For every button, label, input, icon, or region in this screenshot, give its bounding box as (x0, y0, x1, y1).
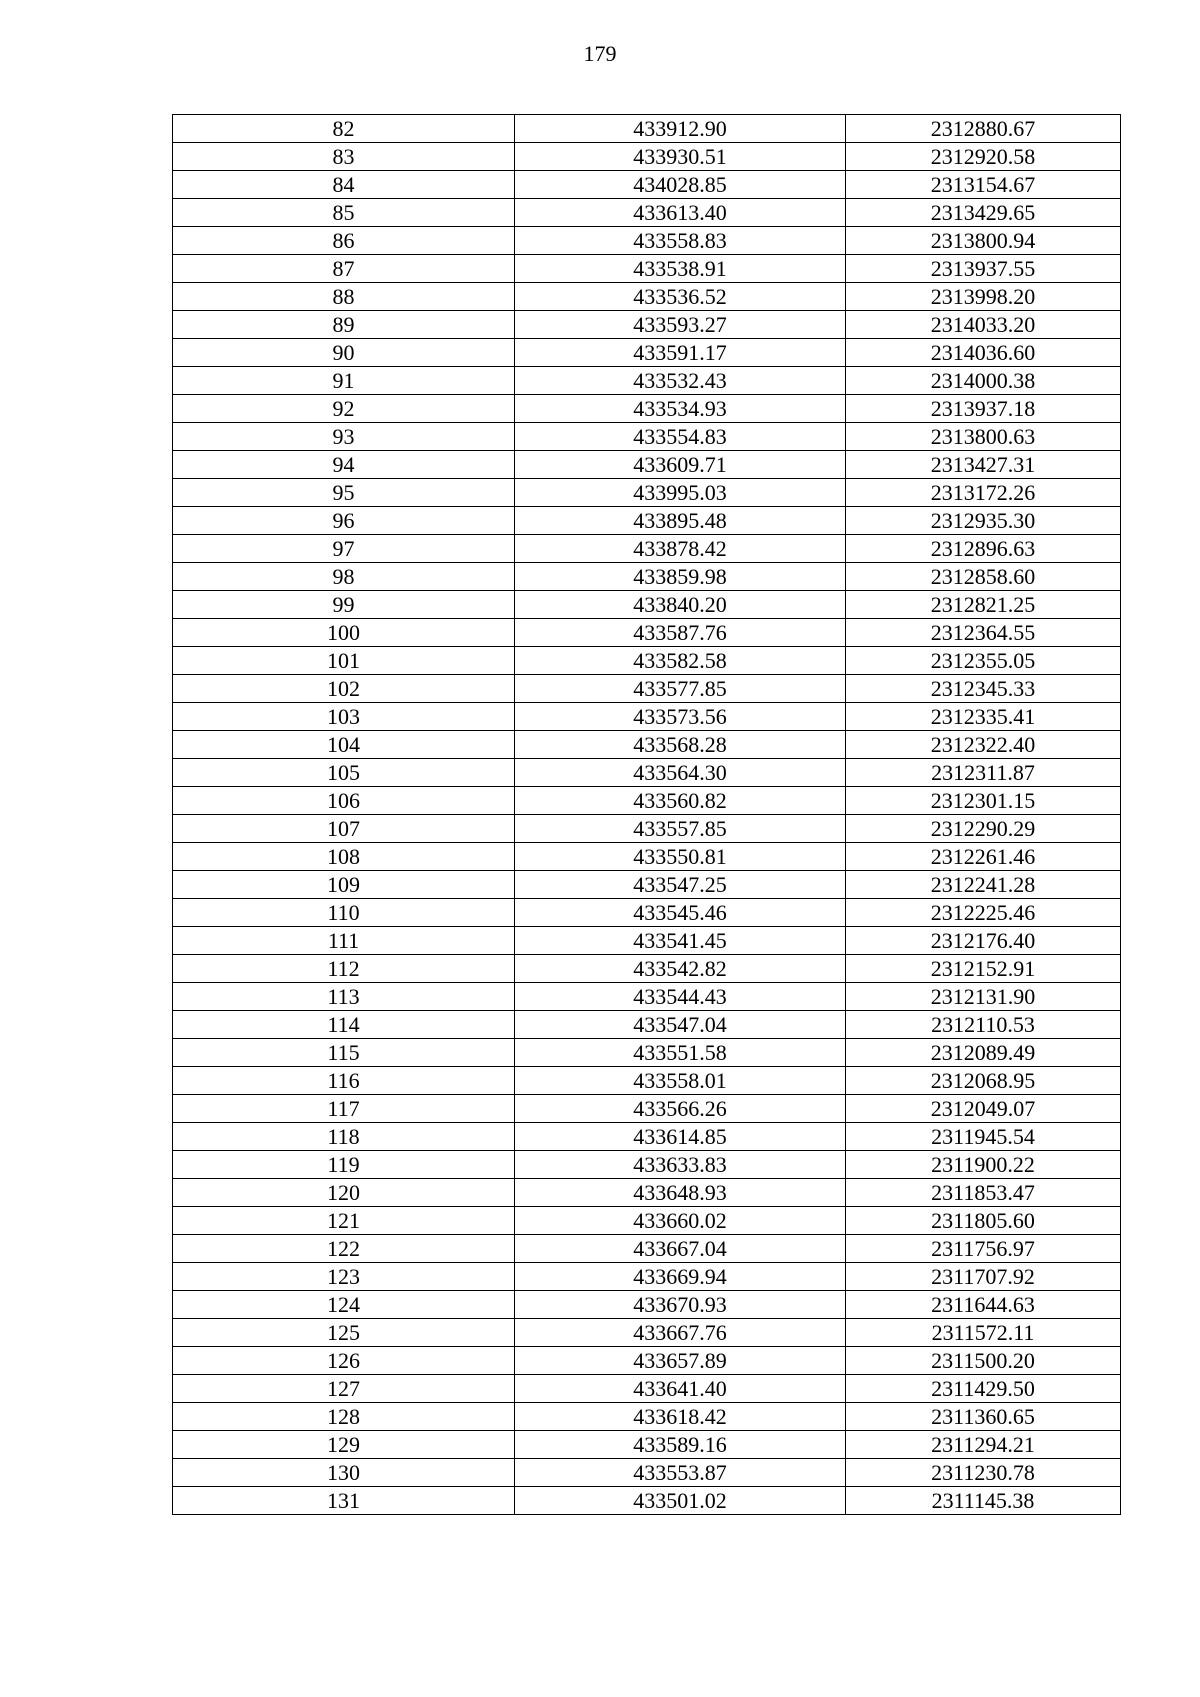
coordinates-table (172, 114, 1121, 1515)
table-row (173, 1151, 1121, 1179)
x-coordinate-cell: 433560.82 (515, 787, 846, 815)
table-row (173, 283, 1121, 311)
x-coordinate-cell: 433501.02 (515, 1487, 846, 1515)
x-coordinate-cell: 433878.42 (515, 535, 846, 563)
point-number-cell: 97 (173, 535, 515, 563)
table-row (173, 1487, 1121, 1515)
x-coordinate-cell: 433582.58 (515, 647, 846, 675)
point-number-cell: 87 (173, 255, 515, 283)
y-coordinate-cell: 2313937.55 (846, 255, 1121, 283)
x-coordinate-cell: 433641.40 (515, 1375, 846, 1403)
x-coordinate-cell: 433591.17 (515, 339, 846, 367)
y-coordinate-cell: 2312301.15 (846, 787, 1121, 815)
point-number-cell: 131 (173, 1487, 515, 1515)
y-coordinate-cell: 2312131.90 (846, 983, 1121, 1011)
x-coordinate-cell: 433859.98 (515, 563, 846, 591)
y-coordinate-cell: 2312152.91 (846, 955, 1121, 983)
table-row (173, 1039, 1121, 1067)
table-row (173, 675, 1121, 703)
x-coordinate-cell: 433660.02 (515, 1207, 846, 1235)
table-row (173, 395, 1121, 423)
x-coordinate-cell: 433670.93 (515, 1291, 846, 1319)
table-row (173, 143, 1121, 171)
point-number-cell: 99 (173, 591, 515, 619)
x-coordinate-cell: 433614.85 (515, 1123, 846, 1151)
x-coordinate-cell: 433545.46 (515, 899, 846, 927)
y-coordinate-cell: 2313937.18 (846, 395, 1121, 423)
table-row (173, 199, 1121, 227)
table-row (173, 367, 1121, 395)
point-number-cell: 123 (173, 1263, 515, 1291)
x-coordinate-cell: 433589.16 (515, 1431, 846, 1459)
table-row (173, 1375, 1121, 1403)
table-row (173, 1179, 1121, 1207)
table-row (173, 1431, 1121, 1459)
x-coordinate-cell: 433587.76 (515, 619, 846, 647)
y-coordinate-cell: 2313427.31 (846, 451, 1121, 479)
table-row (173, 843, 1121, 871)
x-coordinate-cell: 433667.04 (515, 1235, 846, 1263)
x-coordinate-cell: 433633.83 (515, 1151, 846, 1179)
point-number-cell: 98 (173, 563, 515, 591)
x-coordinate-cell: 433593.27 (515, 311, 846, 339)
point-number-cell: 91 (173, 367, 515, 395)
point-number-cell: 112 (173, 955, 515, 983)
point-number-cell: 127 (173, 1375, 515, 1403)
point-number-cell: 129 (173, 1431, 515, 1459)
x-coordinate-cell: 433568.28 (515, 731, 846, 759)
point-number-cell: 108 (173, 843, 515, 871)
y-coordinate-cell: 2312920.58 (846, 143, 1121, 171)
x-coordinate-cell: 433532.43 (515, 367, 846, 395)
y-coordinate-cell: 2311900.22 (846, 1151, 1121, 1179)
y-coordinate-cell: 2311429.50 (846, 1375, 1121, 1403)
table-row (173, 927, 1121, 955)
point-number-cell: 86 (173, 227, 515, 255)
point-number-cell: 118 (173, 1123, 515, 1151)
y-coordinate-cell: 2312049.07 (846, 1095, 1121, 1123)
table-row (173, 535, 1121, 563)
table-row (173, 647, 1121, 675)
point-number-cell: 117 (173, 1095, 515, 1123)
x-coordinate-cell: 433566.26 (515, 1095, 846, 1123)
table-row (173, 871, 1121, 899)
y-coordinate-cell: 2311756.97 (846, 1235, 1121, 1263)
point-number-cell: 96 (173, 507, 515, 535)
y-coordinate-cell: 2312110.53 (846, 1011, 1121, 1039)
x-coordinate-cell: 433544.43 (515, 983, 846, 1011)
x-coordinate-cell: 433609.71 (515, 451, 846, 479)
y-coordinate-cell: 2312821.25 (846, 591, 1121, 619)
x-coordinate-cell: 433550.81 (515, 843, 846, 871)
table-row (173, 1403, 1121, 1431)
y-coordinate-cell: 2312322.40 (846, 731, 1121, 759)
x-coordinate-cell: 433930.51 (515, 143, 846, 171)
point-number-cell: 106 (173, 787, 515, 815)
y-coordinate-cell: 2314033.20 (846, 311, 1121, 339)
point-number-cell: 101 (173, 647, 515, 675)
y-coordinate-cell: 2312880.67 (846, 115, 1121, 143)
table-row (173, 1347, 1121, 1375)
point-number-cell: 88 (173, 283, 515, 311)
table-row (173, 619, 1121, 647)
table-row (173, 1123, 1121, 1151)
table-row (173, 1067, 1121, 1095)
x-coordinate-cell: 433558.01 (515, 1067, 846, 1095)
x-coordinate-cell: 433669.94 (515, 1263, 846, 1291)
point-number-cell: 89 (173, 311, 515, 339)
point-number-cell: 121 (173, 1207, 515, 1235)
point-number-cell: 120 (173, 1179, 515, 1207)
x-coordinate-cell: 433577.85 (515, 675, 846, 703)
y-coordinate-cell: 2312345.33 (846, 675, 1121, 703)
y-coordinate-cell: 2312068.95 (846, 1067, 1121, 1095)
point-number-cell: 125 (173, 1319, 515, 1347)
x-coordinate-cell: 433912.90 (515, 115, 846, 143)
table-row (173, 255, 1121, 283)
x-coordinate-cell: 433554.83 (515, 423, 846, 451)
table-row (173, 731, 1121, 759)
y-coordinate-cell: 2312364.55 (846, 619, 1121, 647)
x-coordinate-cell: 433534.93 (515, 395, 846, 423)
y-coordinate-cell: 2311294.21 (846, 1431, 1121, 1459)
point-number-cell: 83 (173, 143, 515, 171)
x-coordinate-cell: 433542.82 (515, 955, 846, 983)
point-number-cell: 111 (173, 927, 515, 955)
y-coordinate-cell: 2311230.78 (846, 1459, 1121, 1487)
table-row (173, 1235, 1121, 1263)
y-coordinate-cell: 2314036.60 (846, 339, 1121, 367)
y-coordinate-cell: 2313998.20 (846, 283, 1121, 311)
table-row (173, 339, 1121, 367)
y-coordinate-cell: 2311805.60 (846, 1207, 1121, 1235)
point-number-cell: 122 (173, 1235, 515, 1263)
x-coordinate-cell: 433657.89 (515, 1347, 846, 1375)
table-row (173, 311, 1121, 339)
y-coordinate-cell: 2311145.38 (846, 1487, 1121, 1515)
y-coordinate-cell: 2313154.67 (846, 171, 1121, 199)
point-number-cell: 126 (173, 1347, 515, 1375)
y-coordinate-cell: 2311572.11 (846, 1319, 1121, 1347)
x-coordinate-cell: 434028.85 (515, 171, 846, 199)
point-number-cell: 82 (173, 115, 515, 143)
point-number-cell: 115 (173, 1039, 515, 1067)
x-coordinate-cell: 433547.25 (515, 871, 846, 899)
x-coordinate-cell: 433573.56 (515, 703, 846, 731)
point-number-cell: 84 (173, 171, 515, 199)
point-number-cell: 103 (173, 703, 515, 731)
table-row (173, 1263, 1121, 1291)
x-coordinate-cell: 433648.93 (515, 1179, 846, 1207)
table-row (173, 787, 1121, 815)
y-coordinate-cell: 2313172.26 (846, 479, 1121, 507)
y-coordinate-cell: 2311707.92 (846, 1263, 1121, 1291)
y-coordinate-cell: 2311360.65 (846, 1403, 1121, 1431)
table-row (173, 703, 1121, 731)
y-coordinate-cell: 2312355.05 (846, 647, 1121, 675)
point-number-cell: 85 (173, 199, 515, 227)
y-coordinate-cell: 2311853.47 (846, 1179, 1121, 1207)
point-number-cell: 113 (173, 983, 515, 1011)
point-number-cell: 110 (173, 899, 515, 927)
table-row (173, 1207, 1121, 1235)
y-coordinate-cell: 2313800.63 (846, 423, 1121, 451)
table-row (173, 563, 1121, 591)
y-coordinate-cell: 2312176.40 (846, 927, 1121, 955)
table-row (173, 815, 1121, 843)
y-coordinate-cell: 2311500.20 (846, 1347, 1121, 1375)
x-coordinate-cell: 433541.45 (515, 927, 846, 955)
y-coordinate-cell: 2312225.46 (846, 899, 1121, 927)
y-coordinate-cell: 2313429.65 (846, 199, 1121, 227)
table-row (173, 479, 1121, 507)
x-coordinate-cell: 433536.52 (515, 283, 846, 311)
y-coordinate-cell: 2312311.87 (846, 759, 1121, 787)
y-coordinate-cell: 2312261.46 (846, 843, 1121, 871)
point-number-cell: 128 (173, 1403, 515, 1431)
table-row (173, 115, 1121, 143)
point-number-cell: 95 (173, 479, 515, 507)
point-number-cell: 119 (173, 1151, 515, 1179)
table-row (173, 507, 1121, 535)
x-coordinate-cell: 433613.40 (515, 199, 846, 227)
point-number-cell: 116 (173, 1067, 515, 1095)
y-coordinate-cell: 2312935.30 (846, 507, 1121, 535)
y-coordinate-cell: 2312290.29 (846, 815, 1121, 843)
table-row (173, 451, 1121, 479)
x-coordinate-cell: 433538.91 (515, 255, 846, 283)
point-number-cell: 114 (173, 1011, 515, 1039)
y-coordinate-cell: 2311945.54 (846, 1123, 1121, 1151)
point-number-cell: 109 (173, 871, 515, 899)
y-coordinate-cell: 2312896.63 (846, 535, 1121, 563)
y-coordinate-cell: 2312858.60 (846, 563, 1121, 591)
page-number: 179 (583, 41, 617, 66)
table-row (173, 227, 1121, 255)
x-coordinate-cell: 433667.76 (515, 1319, 846, 1347)
x-coordinate-cell: 433895.48 (515, 507, 846, 535)
table-row (173, 759, 1121, 787)
table-row (173, 591, 1121, 619)
point-number-cell: 105 (173, 759, 515, 787)
y-coordinate-cell: 2314000.38 (846, 367, 1121, 395)
point-number-cell: 92 (173, 395, 515, 423)
table-row (173, 1291, 1121, 1319)
point-number-cell: 107 (173, 815, 515, 843)
point-number-cell: 130 (173, 1459, 515, 1487)
table-row (173, 955, 1121, 983)
table-row (173, 983, 1121, 1011)
x-coordinate-cell: 433551.58 (515, 1039, 846, 1067)
coordinates-table-body (173, 115, 1121, 1515)
table-row (173, 171, 1121, 199)
x-coordinate-cell: 433558.83 (515, 227, 846, 255)
x-coordinate-cell: 433553.87 (515, 1459, 846, 1487)
x-coordinate-cell: 433547.04 (515, 1011, 846, 1039)
x-coordinate-cell: 433840.20 (515, 591, 846, 619)
table-row (173, 423, 1121, 451)
point-number-cell: 100 (173, 619, 515, 647)
y-coordinate-cell: 2311644.63 (846, 1291, 1121, 1319)
y-coordinate-cell: 2312335.41 (846, 703, 1121, 731)
y-coordinate-cell: 2312241.28 (846, 871, 1121, 899)
point-number-cell: 94 (173, 451, 515, 479)
y-coordinate-cell: 2313800.94 (846, 227, 1121, 255)
point-number-cell: 124 (173, 1291, 515, 1319)
point-number-cell: 90 (173, 339, 515, 367)
x-coordinate-cell: 433995.03 (515, 479, 846, 507)
point-number-cell: 102 (173, 675, 515, 703)
table-row (173, 1095, 1121, 1123)
x-coordinate-cell: 433618.42 (515, 1403, 846, 1431)
table-row (173, 1319, 1121, 1347)
point-number-cell: 93 (173, 423, 515, 451)
x-coordinate-cell: 433557.85 (515, 815, 846, 843)
table-row (173, 1011, 1121, 1039)
y-coordinate-cell: 2312089.49 (846, 1039, 1121, 1067)
point-number-cell: 104 (173, 731, 515, 759)
table-row (173, 899, 1121, 927)
x-coordinate-cell: 433564.30 (515, 759, 846, 787)
table-row (173, 1459, 1121, 1487)
